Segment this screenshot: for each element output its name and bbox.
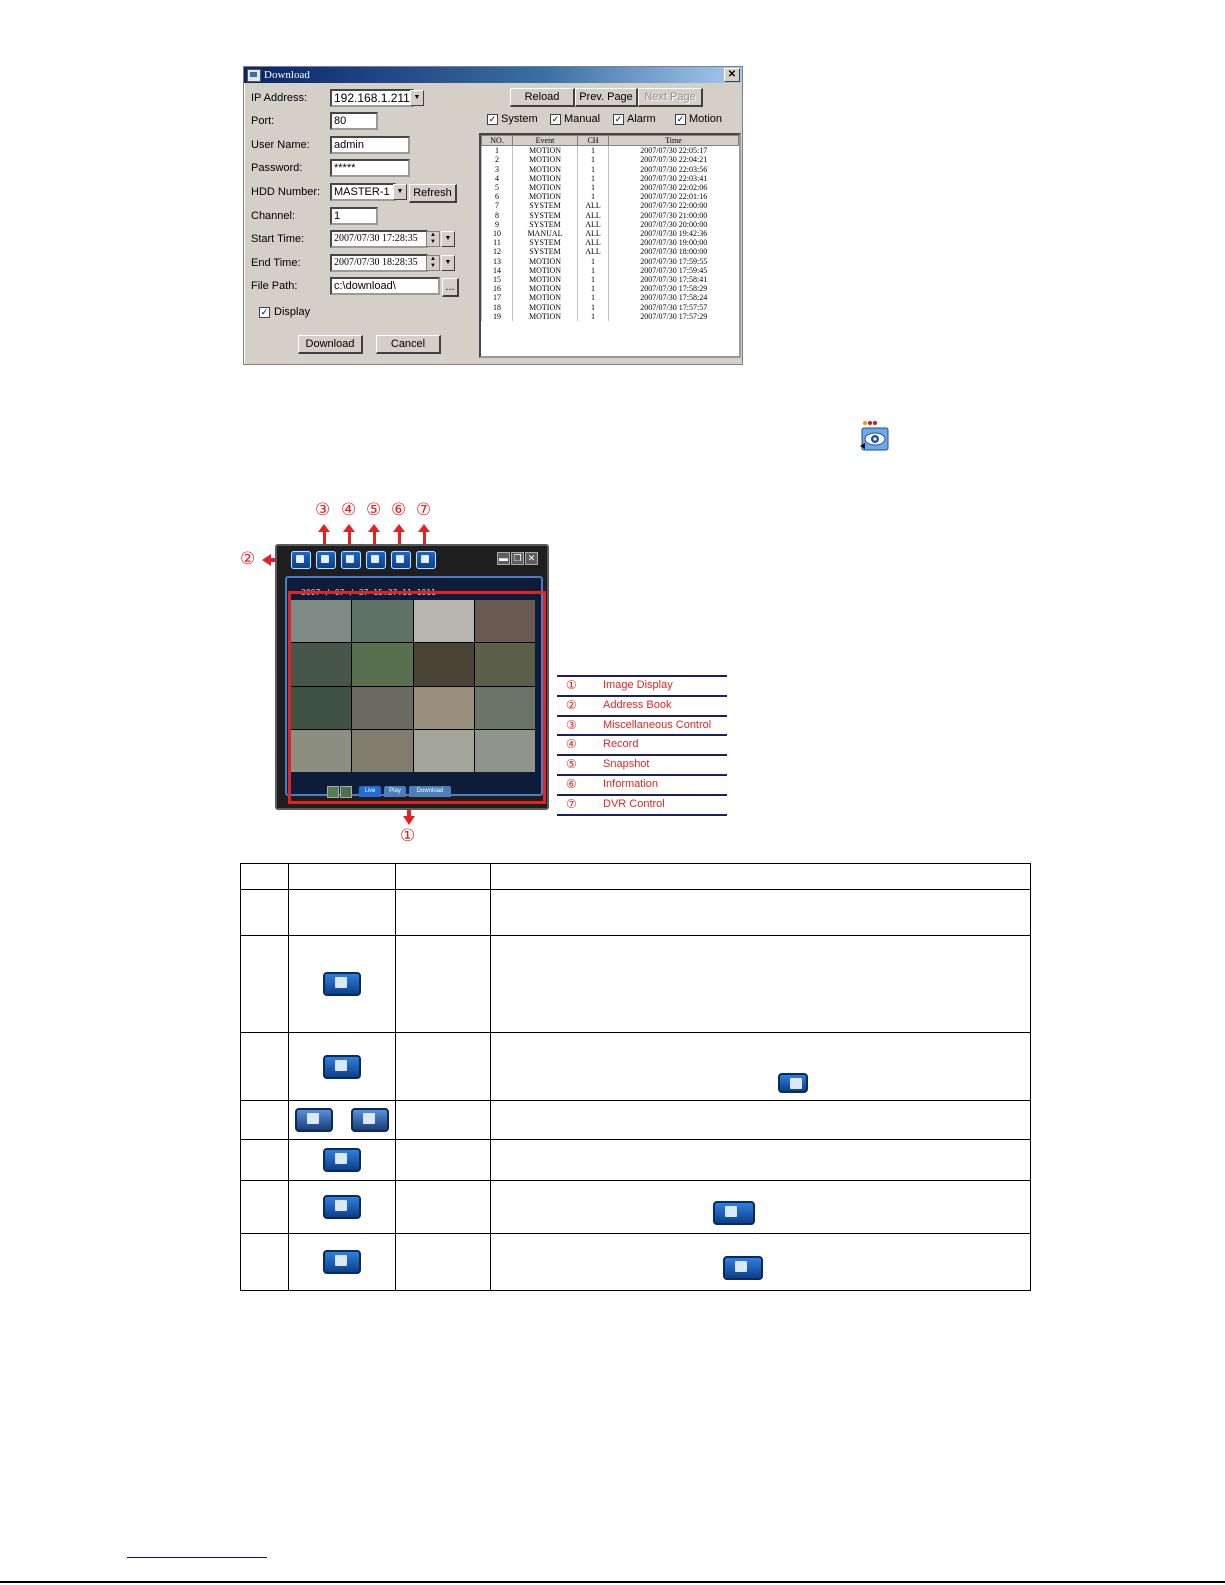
footnote-link-rule — [127, 1557, 267, 1558]
dvr-control-icon — [723, 1256, 763, 1280]
event-cell: 1 — [482, 146, 513, 156]
event-cell: 2007/07/30 19:42:36 — [609, 229, 739, 238]
table-cell — [491, 936, 1031, 1033]
reload-button[interactable]: Reload — [510, 88, 575, 107]
event-cell: 2007/07/30 17:57:57 — [609, 303, 739, 312]
event-cell: 7 — [482, 201, 513, 210]
event-cell: 2007/07/30 22:04:21 — [609, 155, 739, 164]
information-icon — [323, 1195, 361, 1219]
event-cell: 2 — [482, 155, 513, 164]
event-list[interactable] — [479, 133, 741, 358]
legend-item — [557, 796, 727, 816]
miscellaneous-control-icon[interactable] — [316, 551, 336, 569]
table-cell — [241, 1140, 289, 1181]
event-cell: 1 — [578, 275, 609, 284]
maximize-icon[interactable]: ❐ — [511, 552, 524, 565]
event-cell: 1 — [578, 312, 609, 321]
cancel-button[interactable]: Cancel — [376, 335, 441, 354]
record-icon[interactable] — [341, 551, 361, 569]
hdd-number-select[interactable]: MASTER-1 — [330, 183, 396, 201]
table-cell — [241, 1234, 289, 1291]
event-row[interactable] — [482, 266, 739, 275]
minimize-icon[interactable]: ▬ — [499, 553, 508, 563]
table-cell — [241, 1181, 289, 1234]
event-cell: ALL — [578, 229, 609, 238]
dvr-control-icon — [323, 1250, 361, 1274]
event-cell: MOTION — [513, 312, 578, 321]
dvr-control-icon[interactable] — [416, 551, 436, 569]
close-icon[interactable]: ✕ — [724, 68, 740, 82]
event-cell: ALL — [578, 201, 609, 210]
callout-number: ④ — [341, 500, 357, 520]
legend-item — [557, 776, 727, 796]
table-cell — [289, 1181, 396, 1234]
table-cell — [289, 890, 396, 936]
event-row[interactable] — [482, 238, 739, 247]
legend-label: Record — [603, 738, 639, 751]
channel-field[interactable]: 1 — [330, 207, 378, 225]
event-cell: 5 — [482, 183, 513, 192]
event-cell: MOTION — [513, 293, 578, 302]
table-cell — [396, 1181, 491, 1234]
event-cell: 1 — [578, 266, 609, 275]
table-cell — [396, 890, 491, 936]
event-cell: 1 — [578, 174, 609, 183]
hdd-label: HDD Number: — [251, 186, 321, 198]
image-display-highlight — [288, 591, 546, 804]
event-cell: SYSTEM — [513, 211, 578, 220]
event-cell: 1 — [578, 183, 609, 192]
system-label: System — [501, 113, 538, 125]
event-row[interactable] — [482, 192, 739, 201]
event-cell: 2007/07/30 17:58:41 — [609, 275, 739, 284]
port-field[interactable]: 80 — [330, 112, 378, 130]
event-cell: 2007/07/30 17:59:55 — [609, 257, 739, 266]
event-cell: 2007/07/30 22:03:41 — [609, 174, 739, 183]
event-cell: 1 — [578, 146, 609, 156]
event-cell: 1 — [578, 303, 609, 312]
event-cell: ALL — [578, 247, 609, 256]
callout-number: ② — [240, 549, 256, 569]
dialog-titlebar — [244, 67, 742, 83]
legend-number: ② — [566, 697, 577, 712]
event-row[interactable] — [482, 284, 739, 293]
table-cell — [289, 1033, 396, 1101]
miscellaneous-control-icon — [778, 1073, 808, 1093]
display-checkbox[interactable]: ✓ — [260, 307, 269, 317]
event-cell: MOTION — [513, 266, 578, 275]
event-cell: 1 — [578, 257, 609, 266]
event-cell: 2007/07/30 21:00:00 — [609, 211, 739, 220]
legend-label: Image Display — [603, 679, 673, 691]
event-cell: MOTION — [513, 174, 578, 183]
event-cell: 2007/07/30 22:02:06 — [609, 183, 739, 192]
snapshot-icon — [323, 1148, 361, 1172]
event-cell: 3 — [482, 165, 513, 174]
event-cell: MOTION — [513, 275, 578, 284]
event-cell: ALL — [578, 238, 609, 247]
chevron-down-icon[interactable]: ▼ — [410, 90, 424, 106]
table-row — [241, 890, 1031, 936]
event-cell: 17 — [482, 293, 513, 302]
table-cell — [396, 1234, 491, 1291]
file-path-label: File Path: — [251, 280, 298, 292]
table-cell — [241, 890, 289, 936]
browse-button[interactable]: ... — [442, 278, 459, 297]
legend — [557, 675, 727, 816]
event-cell: 1 — [578, 192, 609, 201]
event-cell: MANUAL — [513, 229, 578, 238]
video-timestamp: 2007 / 07 / 27 15:27:11 1011 — [301, 588, 436, 597]
table-cell — [491, 1181, 1031, 1234]
table-row — [241, 1181, 1031, 1234]
table-row — [241, 864, 1031, 890]
alarm-label: Alarm — [627, 113, 656, 125]
event-cell: 2007/07/30 18:00:00 — [609, 247, 739, 256]
event-row[interactable] — [482, 275, 739, 284]
event-row[interactable] — [482, 293, 739, 302]
event-cell: 2007/07/30 17:58:29 — [609, 284, 739, 293]
column-header-event[interactable]: Event — [513, 136, 578, 146]
event-row[interactable] — [482, 155, 739, 164]
table-cell — [491, 1234, 1031, 1291]
callout-number: ⑤ — [366, 500, 382, 520]
information-icon — [713, 1201, 755, 1225]
table-row — [241, 1234, 1031, 1291]
tab-download[interactable]: Download — [409, 786, 451, 797]
column-header-no[interactable]: NO. — [482, 136, 513, 146]
event-row[interactable] — [482, 211, 739, 220]
event-row[interactable] — [482, 183, 739, 192]
table-cell — [491, 890, 1031, 936]
legend-number: ⑦ — [566, 796, 577, 811]
event-cell: 6 — [482, 192, 513, 201]
legend-item — [557, 756, 727, 776]
table-row — [241, 936, 1031, 1033]
username-field[interactable]: admin — [330, 136, 410, 154]
event-row[interactable] — [482, 257, 739, 266]
table-cell — [491, 1033, 1031, 1101]
chevron-down-icon[interactable]: ▼ — [441, 255, 455, 271]
legend-label: DVR Control — [603, 797, 665, 810]
start-time-label: Start Time: — [251, 233, 305, 245]
event-cell: ALL — [578, 211, 609, 220]
callout-number: ⑥ — [391, 500, 407, 520]
password-field[interactable]: ***** — [330, 159, 410, 177]
ip-address-field[interactable]: 192.168.1.211 — [330, 89, 414, 107]
start-time-field[interactable]: 2007/07/30 17:28:35 — [330, 230, 428, 248]
event-row[interactable] — [482, 303, 739, 312]
table-cell — [396, 1101, 491, 1140]
event-cell: 2007/07/30 22:03:56 — [609, 165, 739, 174]
event-row[interactable] — [482, 229, 739, 238]
event-cell: 2007/07/30 17:57:29 — [609, 312, 739, 321]
event-cell: 16 — [482, 284, 513, 293]
event-cell: 2007/07/30 17:58:24 — [609, 293, 739, 302]
event-cell: 2007/07/30 22:00:00 — [609, 201, 739, 210]
eye-icon[interactable] — [858, 420, 890, 452]
legend-number: ③ — [566, 717, 577, 732]
event-cell: ALL — [578, 220, 609, 229]
table-cell — [491, 864, 1031, 890]
address-book-icon — [323, 972, 361, 996]
event-cell: SYSTEM — [513, 247, 578, 256]
column-header-ch[interactable]: CH — [578, 136, 609, 146]
end-time-field[interactable]: 2007/07/30 18:28:35 — [330, 254, 428, 272]
event-cell: MOTION — [513, 303, 578, 312]
legend-item — [557, 675, 727, 697]
ip-label: IP Address: — [251, 92, 308, 104]
information-icon[interactable] — [391, 551, 411, 569]
table-cell — [241, 936, 289, 1033]
event-cell: 13 — [482, 257, 513, 266]
callout-number: ① — [400, 826, 416, 846]
event-row[interactable] — [482, 201, 739, 210]
tab-live[interactable]: Live — [359, 786, 381, 797]
table-row — [241, 1033, 1031, 1101]
function-table — [240, 863, 1031, 1291]
event-row[interactable] — [482, 174, 739, 183]
event-cell: 1 — [578, 293, 609, 302]
time-spinner[interactable]: ▲ ▼ — [426, 231, 440, 247]
event-cell: MOTION — [513, 257, 578, 266]
chevron-down-icon[interactable]: ▼ — [441, 231, 455, 247]
event-cell: 1 — [578, 165, 609, 174]
table-row — [241, 1101, 1031, 1140]
username-label: User Name: — [251, 139, 310, 151]
time-spinner[interactable]: ▲ ▼ — [426, 255, 440, 271]
event-cell: SYSTEM — [513, 238, 578, 247]
table-cell — [289, 1101, 396, 1140]
event-cell: 9 — [482, 220, 513, 229]
event-cell: 18 — [482, 303, 513, 312]
event-cell: 2007/07/30 20:00:00 — [609, 220, 739, 229]
event-cell: 11 — [482, 238, 513, 247]
event-cell: 2007/07/30 19:00:00 — [609, 238, 739, 247]
legend-number: ⑤ — [566, 757, 577, 772]
event-cell: 1 — [578, 155, 609, 164]
legend-item — [557, 717, 727, 737]
event-cell: 2007/07/30 22:05:17 — [609, 146, 739, 156]
download-button[interactable]: Download — [298, 335, 363, 354]
prev-page-button[interactable]: Prev. Page — [575, 88, 638, 107]
table-cell — [289, 1234, 396, 1291]
table-cell — [241, 1101, 289, 1140]
event-cell: MOTION — [513, 284, 578, 293]
callout-number: ③ — [315, 500, 331, 520]
event-cell: MOTION — [513, 146, 578, 156]
tab-play[interactable]: Play — [384, 786, 406, 797]
column-header-time[interactable]: Time — [609, 136, 739, 146]
close-icon[interactable]: ✕ — [525, 552, 538, 565]
legend-number: ④ — [566, 737, 577, 752]
event-cell: MOTION — [513, 165, 578, 174]
table-cell — [396, 936, 491, 1033]
event-cell: 2007/07/30 17:59:45 — [609, 266, 739, 275]
event-row[interactable] — [482, 220, 739, 229]
table-cell — [289, 864, 396, 890]
event-row[interactable] — [482, 312, 739, 321]
event-cell: SYSTEM — [513, 220, 578, 229]
callout-number: ⑦ — [416, 500, 432, 520]
event-row[interactable] — [482, 146, 739, 156]
alarm-checkbox[interactable]: ✓ — [614, 114, 623, 124]
table-cell — [241, 1033, 289, 1101]
table-cell — [289, 1140, 396, 1181]
address-book-icon[interactable] — [291, 551, 311, 569]
miscellaneous-control-icon — [323, 1055, 361, 1079]
event-cell: 15 — [482, 275, 513, 284]
legend-item — [557, 697, 727, 717]
event-cell: 4 — [482, 174, 513, 183]
event-cell: MOTION — [513, 155, 578, 164]
event-cell: 1 — [578, 284, 609, 293]
refresh-button[interactable]: Refresh — [409, 184, 457, 203]
table-cell — [241, 864, 289, 890]
event-cell: 14 — [482, 266, 513, 275]
event-cell: 12 — [482, 247, 513, 256]
event-cell: 19 — [482, 312, 513, 321]
port-label: Port: — [251, 115, 275, 127]
motion-label: Motion — [689, 113, 723, 125]
display-label: Display — [274, 306, 311, 318]
end-time-label: End Time: — [251, 257, 301, 269]
event-row[interactable] — [482, 165, 739, 174]
page-bottom-rule — [0, 1581, 1225, 1583]
app-icon — [247, 69, 261, 82]
channel-label: Channel: — [251, 210, 296, 222]
record-icon — [295, 1108, 333, 1132]
event-cell: MOTION — [513, 192, 578, 201]
event-cell: 2007/07/30 22:01:16 — [609, 192, 739, 201]
chevron-down-icon[interactable]: ▼ — [393, 184, 407, 200]
table-cell — [396, 1140, 491, 1181]
legend-number: ① — [566, 678, 577, 692]
download-dialog — [243, 66, 743, 365]
table-cell — [491, 1140, 1031, 1181]
motion-checkbox[interactable]: ✓ — [676, 114, 685, 124]
table-cell — [491, 1101, 1031, 1140]
table-cell — [396, 864, 491, 890]
snapshot-icon[interactable] — [366, 551, 386, 569]
event-cell: 10 — [482, 229, 513, 238]
legend-label: Information — [603, 777, 659, 790]
legend-number: ⑥ — [566, 776, 577, 791]
next-page-button[interactable]: Next Page — [638, 88, 703, 107]
event-cell: MOTION — [513, 183, 578, 192]
recording-icon — [351, 1108, 389, 1132]
system-checkbox[interactable]: ✓ — [488, 114, 497, 124]
table-row — [241, 1140, 1031, 1181]
password-label: Password: — [251, 162, 303, 174]
legend-label: Address Book — [603, 698, 672, 711]
legend-label: Snapshot — [603, 758, 650, 771]
legend-item — [557, 736, 727, 756]
legend-label: Miscellaneous Control — [603, 718, 712, 731]
table-cell — [396, 1033, 491, 1101]
file-path-field[interactable]: c:\download\ — [330, 277, 440, 295]
dialog-title: Download — [264, 69, 310, 81]
event-row[interactable] — [482, 247, 739, 256]
event-cell: SYSTEM — [513, 201, 578, 210]
table-cell — [289, 936, 396, 1033]
event-cell: 8 — [482, 211, 513, 220]
manual-checkbox[interactable]: ✓ — [551, 114, 560, 124]
manual-label: Manual — [564, 113, 601, 125]
